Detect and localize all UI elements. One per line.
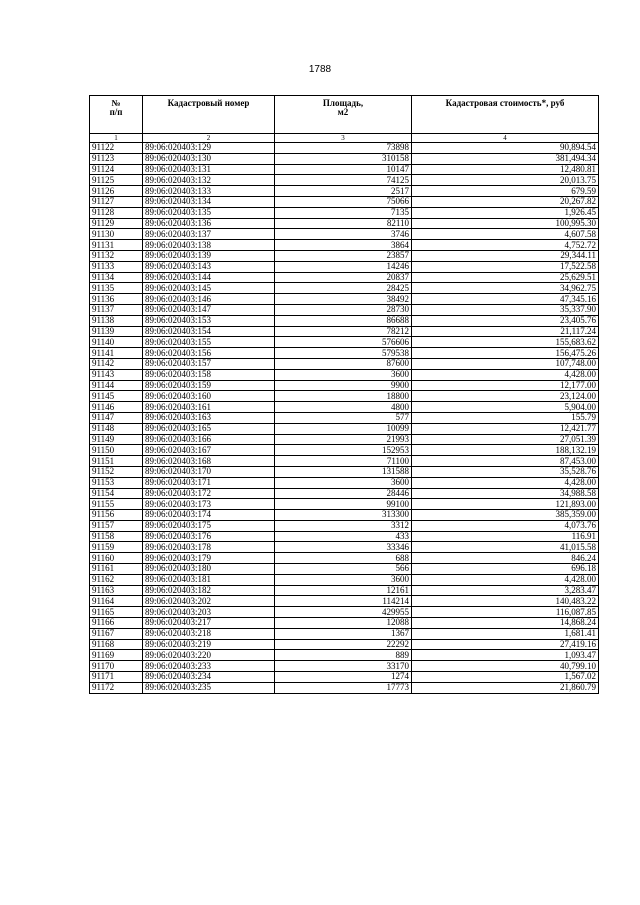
table-row [90, 466, 599, 477]
area-cell: 313300 [275, 510, 412, 521]
cadastral-number-cell: 89:06:020403:235 [143, 682, 275, 693]
table-row [90, 499, 599, 510]
cadastral-cost-cell: 34,988.58 [412, 488, 599, 499]
cadastral-cost-cell: 5,904.00 [412, 402, 599, 413]
row-number-cell: 91144 [90, 380, 143, 391]
area-cell: 20837 [275, 272, 412, 283]
area-cell: 566 [275, 564, 412, 575]
cadastral-number-cell: 89:06:020403:147 [143, 304, 275, 315]
area-cell: 889 [275, 650, 412, 661]
area-cell: 86688 [275, 315, 412, 326]
cadastral-number-cell: 89:06:020403:219 [143, 639, 275, 650]
row-number-cell: 91170 [90, 661, 143, 672]
column-number: 4 [412, 134, 599, 143]
cadastral-cost-cell: 20,267.82 [412, 196, 599, 207]
table-row [90, 196, 599, 207]
area-cell: 99100 [275, 499, 412, 510]
row-number-cell: 91165 [90, 607, 143, 618]
cadastral-cost-cell: 23,124.00 [412, 391, 599, 402]
table-row [90, 143, 599, 154]
cadastral-number-cell: 89:06:020403:203 [143, 607, 275, 618]
cadastral-cost-cell: 188,132.19 [412, 445, 599, 456]
area-cell: 12088 [275, 618, 412, 629]
area-cell: 28446 [275, 488, 412, 499]
cadastral-cost-cell: 25,629.51 [412, 272, 599, 283]
cadastral-number-cell: 89:06:020403:167 [143, 445, 275, 456]
cadastral-cost-cell: 155,683.62 [412, 337, 599, 348]
area-cell: 3600 [275, 574, 412, 585]
table-row [90, 186, 599, 197]
cadastral-number-cell: 89:06:020403:163 [143, 412, 275, 423]
cadastral-number-cell: 89:06:020403:175 [143, 520, 275, 531]
cadastral-number-cell: 89:06:020403:202 [143, 596, 275, 607]
area-cell: 3746 [275, 229, 412, 240]
table-row [90, 682, 599, 693]
cadastral-cost-cell: 87,453.00 [412, 456, 599, 467]
row-number-cell: 91172 [90, 682, 143, 693]
cadastral-cost-cell: 3,283.47 [412, 585, 599, 596]
cadastral-cost-cell: 14,868.24 [412, 618, 599, 629]
table-row [90, 175, 599, 186]
row-number-cell: 91135 [90, 283, 143, 294]
row-number-cell: 91162 [90, 574, 143, 585]
area-cell: 73898 [275, 143, 412, 154]
area-cell: 131588 [275, 466, 412, 477]
row-number-cell: 91168 [90, 639, 143, 650]
cadastral-cost-cell: 27,051.39 [412, 434, 599, 445]
table-row [90, 337, 599, 348]
cadastral-cost-cell: 4,428.00 [412, 369, 599, 380]
row-number-cell: 91163 [90, 585, 143, 596]
area-cell: 577 [275, 412, 412, 423]
area-cell: 3864 [275, 240, 412, 251]
table-row [90, 564, 599, 575]
row-number-cell: 91126 [90, 186, 143, 197]
row-number-cell: 91127 [90, 196, 143, 207]
cadastral-cost-cell: 20,013.75 [412, 175, 599, 186]
cadastral-number-cell: 89:06:020403:182 [143, 585, 275, 596]
row-number-cell: 91128 [90, 207, 143, 218]
area-cell: 17773 [275, 682, 412, 693]
table-row [90, 477, 599, 488]
cadastral-cost-cell: 696.18 [412, 564, 599, 575]
area-cell: 1367 [275, 628, 412, 639]
cadastral-cost-cell: 27,419.16 [412, 639, 599, 650]
row-number-cell: 91137 [90, 304, 143, 315]
table-row [90, 542, 599, 553]
table-row [90, 661, 599, 672]
row-number-cell: 91161 [90, 564, 143, 575]
column-number: 1 [90, 134, 143, 143]
cadastral-number-cell: 89:06:020403:156 [143, 348, 275, 359]
cadastral-number-cell: 89:06:020403:154 [143, 326, 275, 337]
table-row [90, 574, 599, 585]
cadastral-cost-cell: 100,995.30 [412, 218, 599, 229]
table-row [90, 272, 599, 283]
cadastral-number-cell: 89:06:020403:137 [143, 229, 275, 240]
row-number-cell: 91145 [90, 391, 143, 402]
cadastral-number-cell: 89:06:020403:145 [143, 283, 275, 294]
cadastral-number-cell: 89:06:020403:139 [143, 250, 275, 261]
table-header-row [90, 96, 599, 134]
area-cell: 433 [275, 531, 412, 542]
cadastral-number-cell: 89:06:020403:173 [143, 499, 275, 510]
cadastral-cost-cell: 12,421.77 [412, 423, 599, 434]
cadastral-number-cell: 89:06:020403:165 [143, 423, 275, 434]
cadastral-number-cell: 89:06:020403:158 [143, 369, 275, 380]
cadastral-number-cell: 89:06:020403:179 [143, 553, 275, 564]
cadastral-number-cell: 89:06:020403:161 [143, 402, 275, 413]
table-row [90, 596, 599, 607]
table-row [90, 423, 599, 434]
cadastral-cost-cell: 41,015.58 [412, 542, 599, 553]
area-cell: 28730 [275, 304, 412, 315]
row-number-cell: 91150 [90, 445, 143, 456]
cadastral-number-cell: 89:06:020403:159 [143, 380, 275, 391]
area-cell: 71100 [275, 456, 412, 467]
cadastral-cost-cell: 679.59 [412, 186, 599, 197]
column-number: 3 [275, 134, 412, 143]
table-row [90, 402, 599, 413]
table-row [90, 304, 599, 315]
row-number-cell: 91148 [90, 423, 143, 434]
cadastral-cost-cell: 155.79 [412, 412, 599, 423]
row-number-cell: 91140 [90, 337, 143, 348]
cadastral-number-cell: 89:06:020403:172 [143, 488, 275, 499]
cadastral-cost-cell: 381,494.34 [412, 153, 599, 164]
cadastral-cost-cell: 107,748.00 [412, 358, 599, 369]
row-number-cell: 91157 [90, 520, 143, 531]
cadastral-number-cell: 89:06:020403:218 [143, 628, 275, 639]
table-row [90, 650, 599, 661]
row-number-cell: 91143 [90, 369, 143, 380]
cadastral-cost-cell: 116.91 [412, 531, 599, 542]
cadastral-number-cell: 89:06:020403:171 [143, 477, 275, 488]
cadastral-number-cell: 89:06:020403:144 [143, 272, 275, 283]
table-row [90, 412, 599, 423]
area-cell: 78212 [275, 326, 412, 337]
area-cell: 82110 [275, 218, 412, 229]
table-row [90, 445, 599, 456]
table-row [90, 628, 599, 639]
row-number-cell: 91146 [90, 402, 143, 413]
area-cell: 12161 [275, 585, 412, 596]
cadastral-cost-cell: 156,475.26 [412, 348, 599, 359]
row-number-cell: 91167 [90, 628, 143, 639]
table-row [90, 326, 599, 337]
cadastral-number-cell: 89:06:020403:220 [143, 650, 275, 661]
cadastral-number-cell: 89:06:020403:168 [143, 456, 275, 467]
cadastral-cost-cell: 4,428.00 [412, 574, 599, 585]
area-cell: 688 [275, 553, 412, 564]
table-row [90, 520, 599, 531]
table-row [90, 607, 599, 618]
area-cell: 3600 [275, 477, 412, 488]
area-cell: 74125 [275, 175, 412, 186]
row-number-cell: 91125 [90, 175, 143, 186]
cadastral-cost-cell: 4,607.58 [412, 229, 599, 240]
area-cell: 38492 [275, 294, 412, 305]
header-area: Площадь, м2 [275, 96, 412, 134]
cadastral-cost-cell: 385,359.00 [412, 510, 599, 521]
cadastral-cost-cell: 23,405.76 [412, 315, 599, 326]
table-row [90, 261, 599, 272]
row-number-cell: 91133 [90, 261, 143, 272]
table-row [90, 153, 599, 164]
row-number-cell: 91149 [90, 434, 143, 445]
cadastral-number-cell: 89:06:020403:160 [143, 391, 275, 402]
row-number-cell: 91134 [90, 272, 143, 283]
table-row [90, 207, 599, 218]
area-cell: 10147 [275, 164, 412, 175]
table-row [90, 240, 599, 251]
cadastral-cost-cell: 21,860.79 [412, 682, 599, 693]
cadastral-number-cell: 89:06:020403:136 [143, 218, 275, 229]
cadastral-cost-cell: 47,345.16 [412, 294, 599, 305]
area-cell: 10099 [275, 423, 412, 434]
header-cadastral-number: Кадастровый номер [143, 96, 275, 134]
cadastral-number-cell: 89:06:020403:138 [143, 240, 275, 251]
cadastral-number-cell: 89:06:020403:143 [143, 261, 275, 272]
table-row [90, 510, 599, 521]
cadastral-cost-cell: 1,681.41 [412, 628, 599, 639]
area-cell: 18800 [275, 391, 412, 402]
area-cell: 2517 [275, 186, 412, 197]
row-number-cell: 91130 [90, 229, 143, 240]
row-number-cell: 91136 [90, 294, 143, 305]
row-number-cell: 91156 [90, 510, 143, 521]
cadastral-cost-cell: 34,962.75 [412, 283, 599, 294]
row-number-cell: 91129 [90, 218, 143, 229]
row-number-cell: 91152 [90, 466, 143, 477]
row-number-cell: 91169 [90, 650, 143, 661]
column-number: 2 [143, 134, 275, 143]
page-number: 1788 [308, 64, 332, 75]
column-number-row [90, 134, 599, 143]
row-number-cell: 91142 [90, 358, 143, 369]
area-cell: 4800 [275, 402, 412, 413]
row-number-cell: 91153 [90, 477, 143, 488]
area-cell: 33346 [275, 542, 412, 553]
cadastral-number-cell: 89:06:020403:174 [143, 510, 275, 521]
table-row [90, 585, 599, 596]
cadastral-cost-cell: 4,428.00 [412, 477, 599, 488]
cadastral-cost-cell: 4,073.76 [412, 520, 599, 531]
cadastral-number-cell: 89:06:020403:166 [143, 434, 275, 445]
area-cell: 22292 [275, 639, 412, 650]
cadastral-number-cell: 89:06:020403:234 [143, 672, 275, 683]
area-cell: 3600 [275, 369, 412, 380]
table-row [90, 218, 599, 229]
cadastral-number-cell: 89:06:020403:129 [143, 143, 275, 154]
header-cadastral-cost: Кадастровая стоимость*, руб [412, 96, 599, 134]
cadastral-cost-cell: 12,177.00 [412, 380, 599, 391]
cadastral-cost-cell: 140,483.22 [412, 596, 599, 607]
row-number-cell: 91155 [90, 499, 143, 510]
table-body [90, 143, 599, 694]
cadastral-number-cell: 89:06:020403:157 [143, 358, 275, 369]
row-number-cell: 91131 [90, 240, 143, 251]
area-cell: 87600 [275, 358, 412, 369]
area-cell: 9900 [275, 380, 412, 391]
cadastral-cost-cell: 846.24 [412, 553, 599, 564]
cadastral-cost-cell: 90,894.54 [412, 143, 599, 154]
cadastral-cost-cell: 121,893.00 [412, 499, 599, 510]
row-number-cell: 91154 [90, 488, 143, 499]
cadastral-number-cell: 89:06:020403:176 [143, 531, 275, 542]
area-cell: 75066 [275, 196, 412, 207]
table-row [90, 164, 599, 175]
area-cell: 1274 [275, 672, 412, 683]
cadastral-number-cell: 89:06:020403:178 [143, 542, 275, 553]
table-row [90, 315, 599, 326]
table-row [90, 348, 599, 359]
cadastral-number-cell: 89:06:020403:132 [143, 175, 275, 186]
row-number-cell: 91171 [90, 672, 143, 683]
row-number-cell: 91158 [90, 531, 143, 542]
header-row-number: № п/п [90, 96, 143, 134]
row-number-cell: 91132 [90, 250, 143, 261]
area-cell: 21993 [275, 434, 412, 445]
cadastral-number-cell: 89:06:020403:133 [143, 186, 275, 197]
table-row [90, 639, 599, 650]
table-row [90, 358, 599, 369]
area-cell: 23857 [275, 250, 412, 261]
row-number-cell: 91139 [90, 326, 143, 337]
table-row [90, 250, 599, 261]
cadastral-cost-cell: 29,344.11 [412, 250, 599, 261]
cadastral-number-cell: 89:06:020403:181 [143, 574, 275, 585]
cadastral-number-cell: 89:06:020403:130 [143, 153, 275, 164]
cadastral-number-cell: 89:06:020403:217 [143, 618, 275, 629]
cadastral-cost-cell: 35,528.76 [412, 466, 599, 477]
cadastral-cost-cell: 1,926.45 [412, 207, 599, 218]
table-row [90, 380, 599, 391]
area-cell: 14246 [275, 261, 412, 272]
row-number-cell: 91124 [90, 164, 143, 175]
cadastral-cost-cell: 1,567.02 [412, 672, 599, 683]
row-number-cell: 91160 [90, 553, 143, 564]
cadastral-number-cell: 89:06:020403:131 [143, 164, 275, 175]
row-number-cell: 91151 [90, 456, 143, 467]
area-cell: 576606 [275, 337, 412, 348]
cadastral-cost-cell: 17,522.58 [412, 261, 599, 272]
cadastral-cost-cell: 116,087.85 [412, 607, 599, 618]
area-cell: 33170 [275, 661, 412, 672]
area-cell: 7135 [275, 207, 412, 218]
table-row [90, 391, 599, 402]
cadastral-number-cell: 89:06:020403:170 [143, 466, 275, 477]
cadastral-number-cell: 89:06:020403:233 [143, 661, 275, 672]
area-cell: 310158 [275, 153, 412, 164]
area-cell: 429955 [275, 607, 412, 618]
table-row [90, 553, 599, 564]
cadastral-cost-cell: 35,337.90 [412, 304, 599, 315]
table-row [90, 369, 599, 380]
area-cell: 3312 [275, 520, 412, 531]
cadastral-cost-cell: 4,752.72 [412, 240, 599, 251]
table-row [90, 229, 599, 240]
cadastral-number-cell: 89:06:020403:146 [143, 294, 275, 305]
row-number-cell: 91122 [90, 143, 143, 154]
table-row [90, 531, 599, 542]
row-number-cell: 91164 [90, 596, 143, 607]
row-number-cell: 91138 [90, 315, 143, 326]
cadastral-cost-cell: 21,117.24 [412, 326, 599, 337]
table-row [90, 488, 599, 499]
table-row [90, 456, 599, 467]
row-number-cell: 91123 [90, 153, 143, 164]
cadastral-number-cell: 89:06:020403:153 [143, 315, 275, 326]
cadastral-number-cell: 89:06:020403:134 [143, 196, 275, 207]
row-number-cell: 91147 [90, 412, 143, 423]
table-row [90, 283, 599, 294]
cadastral-cost-cell: 12,480.81 [412, 164, 599, 175]
area-cell: 114214 [275, 596, 412, 607]
cadastral-cost-cell: 40,799.10 [412, 661, 599, 672]
row-number-cell: 91141 [90, 348, 143, 359]
cadastral-cost-cell: 1,093.47 [412, 650, 599, 661]
table-row [90, 672, 599, 683]
table-row [90, 618, 599, 629]
area-cell: 579538 [275, 348, 412, 359]
row-number-cell: 91166 [90, 618, 143, 629]
area-cell: 152953 [275, 445, 412, 456]
cadastral-table [89, 95, 599, 694]
cadastral-number-cell: 89:06:020403:155 [143, 337, 275, 348]
table-row [90, 294, 599, 305]
area-cell: 28425 [275, 283, 412, 294]
cadastral-number-cell: 89:06:020403:180 [143, 564, 275, 575]
cadastral-number-cell: 89:06:020403:135 [143, 207, 275, 218]
row-number-cell: 91159 [90, 542, 143, 553]
table-row [90, 434, 599, 445]
